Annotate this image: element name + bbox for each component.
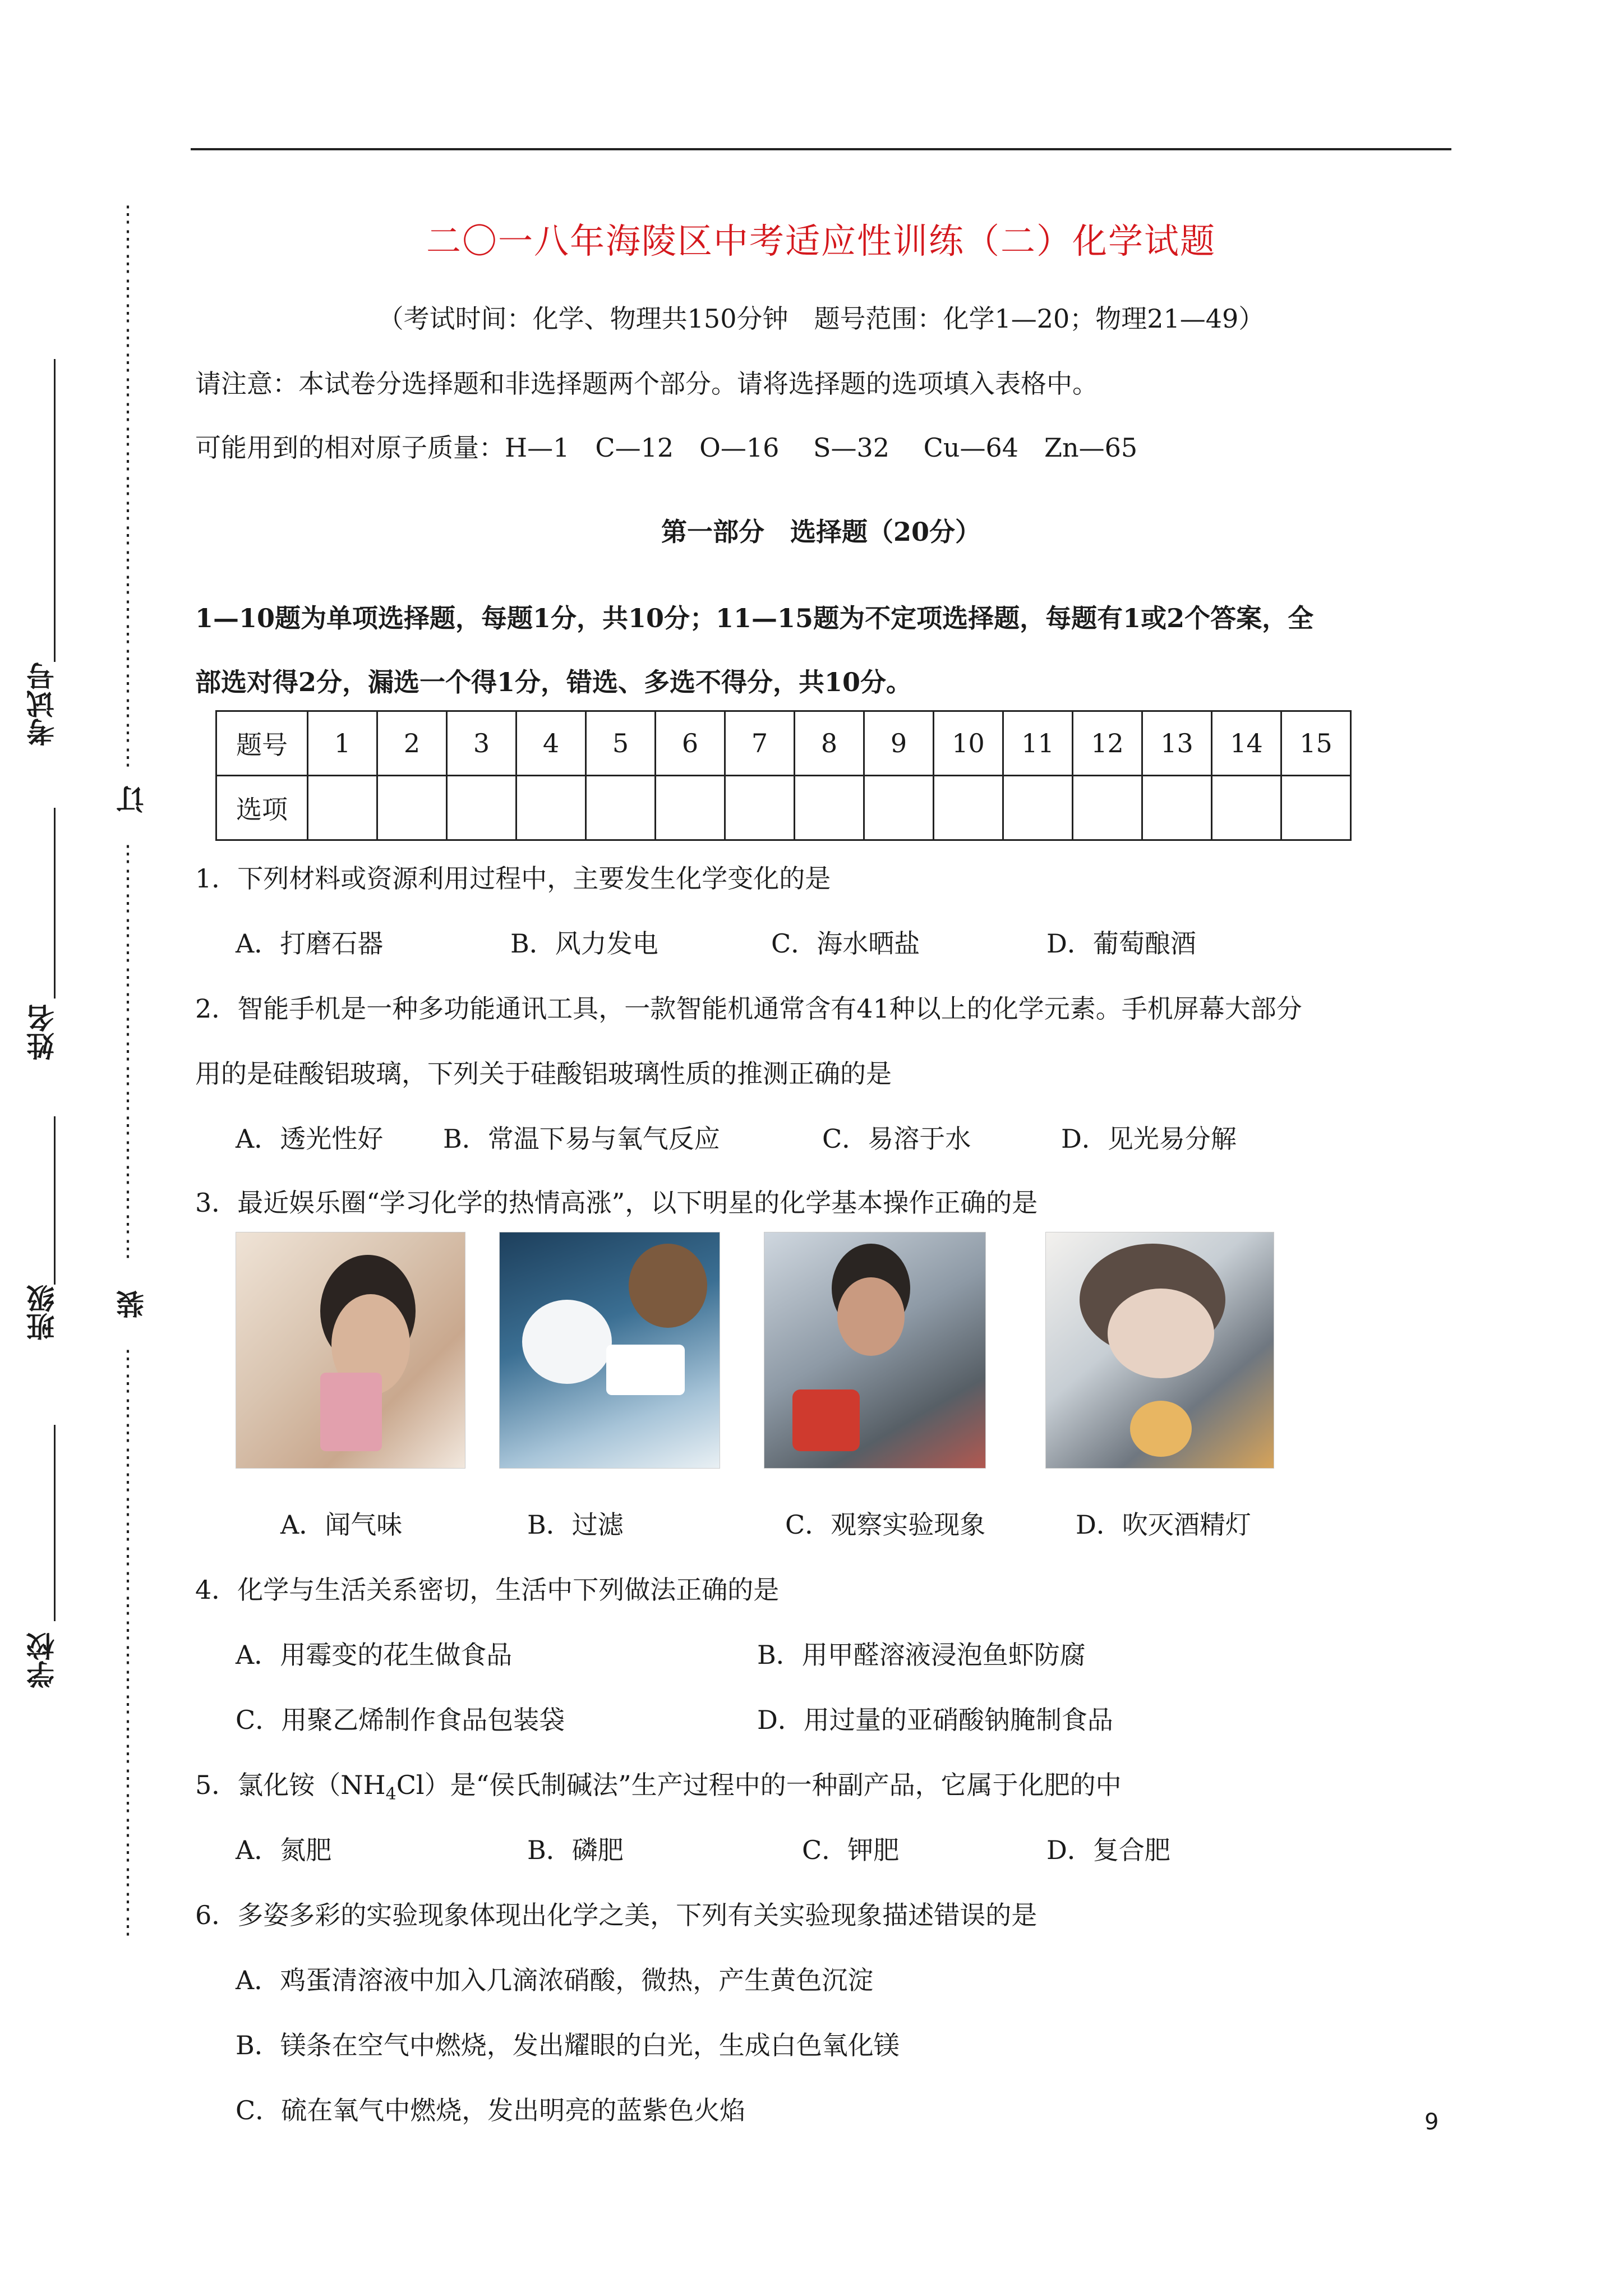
question-1-option-c: C．海水晒盐: [771, 928, 920, 959]
name-blank: [54, 808, 56, 999]
table-row: [216, 776, 1351, 840]
answer-cell[interactable]: [308, 776, 377, 840]
question-5-stem-pre: 5．氯化铵（NH: [195, 1770, 386, 1800]
header-rule: [191, 148, 1451, 150]
photo-smelling: [236, 1232, 465, 1469]
question-5-option-c: C．钾肥: [802, 1835, 900, 1865]
class-blank: [54, 1116, 56, 1285]
exam-title: 二〇一八年海陵区中考适应性训练（二）化学试题: [426, 220, 1216, 261]
answer-cell[interactable]: [656, 776, 725, 840]
question-6-stem: 6．多姿多彩的实验现象体现出化学之美，下列有关实验现象描述错误的是: [195, 1900, 1038, 1930]
answer-cell[interactable]: [1212, 776, 1281, 840]
question-3-option-b: B．过滤: [527, 1510, 624, 1540]
page-number: 9: [1424, 2109, 1439, 2135]
question-1-stem: 1．下列材料或资源利用过程中，主要发生化学变化的是: [195, 863, 831, 894]
table-cell: 9: [864, 711, 934, 776]
exam-number-blank: [54, 359, 56, 662]
table-cell: 7: [725, 711, 795, 776]
question-4-stem: 4．化学与生活关系密切，生活中下列做法正确的是: [195, 1575, 780, 1605]
question-2-stem: 2．智能手机是一种多功能通讯工具，一款智能机通常含有41种以上的化学元素。手机屏幕大部分: [195, 993, 1302, 1024]
answer-cell[interactable]: [934, 776, 1003, 840]
school-blank: [54, 1425, 56, 1621]
table-cell: 8: [795, 711, 864, 776]
answer-cell[interactable]: [1281, 776, 1351, 840]
answer-cell[interactable]: [377, 776, 447, 840]
answer-cell[interactable]: [795, 776, 864, 840]
table-cell: 2: [377, 711, 447, 776]
table-cell: 10: [934, 711, 1003, 776]
atomic-masses: 可能用到的相对原子质量：H—1 C—12 O—16 S—32 Cu—64 Zn—65: [195, 432, 1138, 463]
table-cell: 13: [1142, 711, 1212, 776]
answer-cell[interactable]: [1073, 776, 1142, 840]
answer-cell[interactable]: [586, 776, 656, 840]
question-1-option-b: B．风力发电: [510, 928, 658, 959]
question-5-stem: [195, 1765, 1122, 1804]
question-2-option-a: A．透光性好: [236, 1124, 384, 1154]
school-label: 学校: [26, 1632, 59, 1688]
question-2-stem: 用的是硅酸铝玻璃，下列关于硅酸铝玻璃性质的推测正确的是: [195, 1059, 892, 1089]
question-1-option-d: D．葡萄酿酒: [1046, 928, 1196, 959]
answer-cell[interactable]: [1003, 776, 1073, 840]
question-4-option-a: A．用霉变的花生做食品: [236, 1640, 513, 1670]
answer-table: [215, 710, 1352, 841]
table-cell: 1: [308, 711, 377, 776]
question-2-option-b: B．常温下易与氧气反应: [443, 1124, 720, 1154]
question-3-option-c: C．观察实验现象: [785, 1510, 986, 1540]
photo-observing: [764, 1232, 986, 1469]
question-4-option-c: C．用聚乙烯制作食品包装袋: [236, 1705, 565, 1735]
table-cell: 11: [1003, 711, 1073, 776]
table-cell: 3: [447, 711, 517, 776]
table-cell: 14: [1212, 711, 1281, 776]
question-3-stem: 3．最近娱乐圈“学习化学的热情高涨”，以下明星的化学基本操作正确的是: [195, 1188, 1038, 1218]
question-2-option-d: D．见光易分解: [1061, 1124, 1237, 1154]
binding-dotted-line: ⋮⋮⋮⋮⋮⋮⋮⋮⋮⋮⋮⋮⋮⋮⋮⋮⋮⋮⋮⋮⋮⋮⋮: [117, 201, 139, 770]
table-header-number: 题号: [216, 711, 308, 776]
question-5-option-a: A．氮肥: [236, 1835, 332, 1865]
class-label: 班级: [26, 1285, 59, 1341]
table-cell: 5: [586, 711, 656, 776]
question-3-option-a: A．闻气味: [280, 1510, 403, 1540]
exam-subtitle: （考试时间：化学、物理共150分钟 题号范围：化学1—20；物理21—49）: [377, 303, 1265, 334]
answer-cell[interactable]: [725, 776, 795, 840]
question-5-stem-post: Cl）是“侯氏制碱法”生产过程中的一种副产品，它属于化肥的中: [396, 1770, 1122, 1800]
answer-cell[interactable]: [1142, 776, 1212, 840]
question-4-option-b: B．用甲醛溶液浸泡鱼虾防腐: [757, 1640, 1086, 1670]
section-heading: 第一部分 选择题（20分）: [661, 517, 981, 547]
table-header-option: 选项: [216, 776, 308, 840]
question-2-option-c: C．易溶于水: [822, 1124, 971, 1154]
question-6-option-a: A．鸡蛋清溶液中加入几滴浓硝酸，微热，产生黄色沉淀: [236, 1965, 874, 1995]
table-cell: 12: [1073, 711, 1142, 776]
table-row: [216, 711, 1351, 776]
question-3-option-d: D．吹灭酒精灯: [1076, 1510, 1251, 1540]
answer-cell[interactable]: [864, 776, 934, 840]
binding-dotted-line: ⋮⋮⋮⋮⋮⋮⋮⋮⋮⋮⋮⋮⋮⋮⋮⋮⋮: [117, 841, 139, 1262]
answer-cell[interactable]: [517, 776, 586, 840]
table-cell: 6: [656, 711, 725, 776]
name-label: 姓名: [26, 1004, 59, 1060]
table-cell: 15: [1281, 711, 1351, 776]
binding-char-ding: 订: [116, 785, 149, 813]
section-instruction: 部选对得2分，漏选一个得1分，错选、多选不得分，共10分。: [195, 667, 912, 697]
table-cell: 4: [517, 711, 586, 776]
question-4-option-d: D．用过量的亚硝酸钠腌制食品: [757, 1705, 1113, 1735]
question-5-subscript: 4: [385, 1784, 396, 1805]
photo-filtering: [499, 1232, 720, 1469]
exam-number-label: 考试号: [26, 662, 59, 746]
answer-cell[interactable]: [447, 776, 517, 840]
notice-text: 请注意：本试卷分选择题和非选择题两个部分。请将选择题的选项填入表格中。: [195, 369, 1098, 399]
question-6-option-c: C．硫在氧气中燃烧，发出明亮的蓝紫色火焰: [236, 2095, 746, 2125]
binding-char-zhuang: 装: [116, 1290, 149, 1318]
photo-alcohol-lamp: [1045, 1232, 1274, 1469]
question-1-option-a: A．打磨石器: [236, 928, 384, 959]
question-5-option-b: B．磷肥: [527, 1835, 624, 1865]
binding-dotted-line: ⋮⋮⋮⋮⋮⋮⋮⋮⋮⋮⋮⋮⋮⋮⋮⋮⋮⋮⋮⋮⋮⋮⋮⋮: [117, 1346, 139, 1939]
question-5-option-d: D．复合肥: [1046, 1835, 1170, 1865]
question-6-option-b: B．镁条在空气中燃烧，发出耀眼的白光，生成白色氧化镁: [236, 2030, 900, 2060]
section-instruction: 1—10题为单项选择题，每题1分，共10分；11—15题为不定项选择题，每题有1或2个答案，全: [195, 603, 1314, 633]
